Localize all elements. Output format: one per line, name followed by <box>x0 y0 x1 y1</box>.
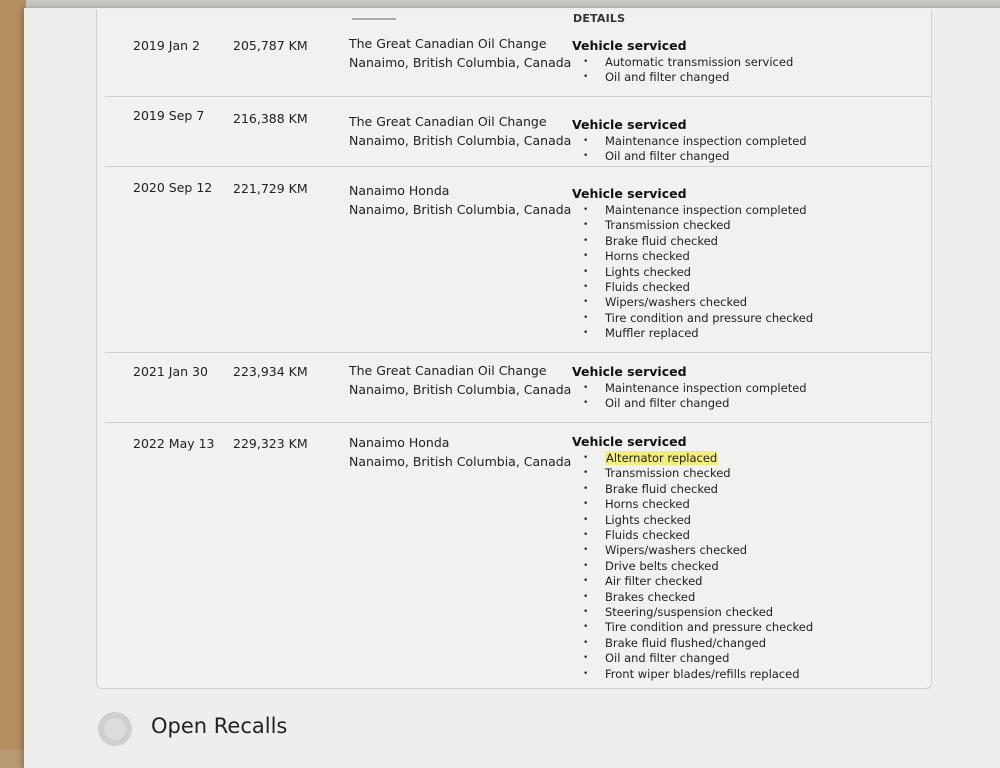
details-title: Vehicle serviced <box>572 186 687 201</box>
details-column-header: DETAILS <box>573 12 626 25</box>
service-details <box>572 117 807 165</box>
details-title: Vehicle serviced <box>572 117 687 132</box>
service-date: 2019 Jan 2 <box>133 38 200 53</box>
detail-item: • Maintenance inspection completed <box>572 203 813 218</box>
location-header-cut <box>352 8 396 20</box>
location-name: The Great Canadian Oil Change <box>349 114 547 129</box>
location-city: Nanaimo, British Columbia, Canada <box>349 382 572 397</box>
detail-item: • Wipers/washers checked <box>572 543 813 558</box>
detail-item: • Oil and filter changed <box>572 651 813 666</box>
service-date: 2022 May 13 <box>133 436 215 451</box>
service-record-row <box>105 30 931 94</box>
detail-item: • Wipers/washers checked <box>572 295 813 310</box>
detail-item: • Oil and filter changed <box>572 70 793 85</box>
location-city: Nanaimo, British Columbia, Canada <box>349 55 572 70</box>
location-city: Nanaimo, British Columbia, Canada <box>349 202 572 217</box>
service-details <box>572 364 807 412</box>
detail-item: • Brake fluid checked <box>572 234 813 249</box>
open-recalls-section <box>96 708 396 748</box>
service-record-row <box>105 352 931 423</box>
details-list <box>572 451 813 682</box>
service-location <box>349 112 571 150</box>
odometer-reading: 223,934 KM <box>233 364 308 379</box>
details-list <box>572 381 807 412</box>
detail-item: • Transmission checked <box>572 466 813 481</box>
odometer-reading: 221,729 KM <box>233 181 308 196</box>
service-date: 2021 Jan 30 <box>133 364 208 379</box>
detail-item: • Drive belts checked <box>572 559 813 574</box>
detail-item: • Maintenance inspection completed <box>572 134 807 149</box>
detail-item: • Brake fluid flushed/changed <box>572 636 813 651</box>
highlighted-text: Alternator replaced <box>606 451 718 465</box>
detail-item: • Oil and filter changed <box>572 396 807 411</box>
detail-item: • Brake fluid checked <box>572 482 813 497</box>
location-name: The Great Canadian Oil Change <box>349 363 547 378</box>
service-date: 2019 Sep 7 <box>133 108 205 123</box>
detail-item: • Muffler replaced <box>572 326 813 341</box>
details-title: Vehicle serviced <box>572 434 687 449</box>
details-list <box>572 203 813 342</box>
service-location <box>349 34 571 72</box>
odometer-reading: 229,323 KM <box>233 436 308 451</box>
detail-item: • Steering/suspension checked <box>572 605 813 620</box>
service-record-row <box>105 96 931 167</box>
service-details <box>572 38 793 86</box>
location-name: Nanaimo Honda <box>349 183 450 198</box>
detail-item: • Horns checked <box>572 249 813 264</box>
details-list <box>572 55 793 86</box>
detail-item: • Tire condition and pressure checked <box>572 311 813 326</box>
location-name: The Great Canadian Oil Change <box>349 36 547 51</box>
detail-item: • Lights checked <box>572 265 813 280</box>
detail-item: • Maintenance inspection completed <box>572 381 807 396</box>
detail-item: • Front wiper blades/refills replaced <box>572 667 813 682</box>
location-name: Nanaimo Honda <box>349 435 450 450</box>
detail-item: • Fluids checked <box>572 528 813 543</box>
recall-icon <box>98 712 132 746</box>
desk-background <box>0 0 26 750</box>
detail-item-highlighted <box>572 451 813 466</box>
detail-item: • Horns checked <box>572 497 813 512</box>
location-city: Nanaimo, British Columbia, Canada <box>349 133 572 148</box>
detail-item: • Oil and filter changed <box>572 149 807 164</box>
detail-item: • Tire condition and pressure checked <box>572 620 813 635</box>
service-details <box>572 186 813 342</box>
detail-item: • Transmission checked <box>572 218 813 233</box>
location-city: Nanaimo, British Columbia, Canada <box>349 454 572 469</box>
service-location <box>349 361 571 399</box>
odometer-reading: 205,787 KM <box>233 38 308 53</box>
service-location <box>349 433 571 471</box>
detail-item: • Automatic transmission serviced <box>572 55 793 70</box>
detail-item: • Lights checked <box>572 513 813 528</box>
odometer-reading: 216,388 KM <box>233 111 308 126</box>
service-location <box>349 181 571 219</box>
service-record-row <box>105 166 931 353</box>
open-recalls-heading: Open Recalls <box>151 714 288 738</box>
details-title: Vehicle serviced <box>572 364 687 379</box>
details-list <box>572 134 807 165</box>
service-record-row <box>105 422 931 687</box>
detail-item: • Brakes checked <box>572 590 813 605</box>
detail-item: • Air filter checked <box>572 574 813 589</box>
detail-item: • Fluids checked <box>572 280 813 295</box>
service-details <box>572 434 813 682</box>
details-title: Vehicle serviced <box>572 38 687 53</box>
service-date: 2020 Sep 12 <box>133 180 213 195</box>
